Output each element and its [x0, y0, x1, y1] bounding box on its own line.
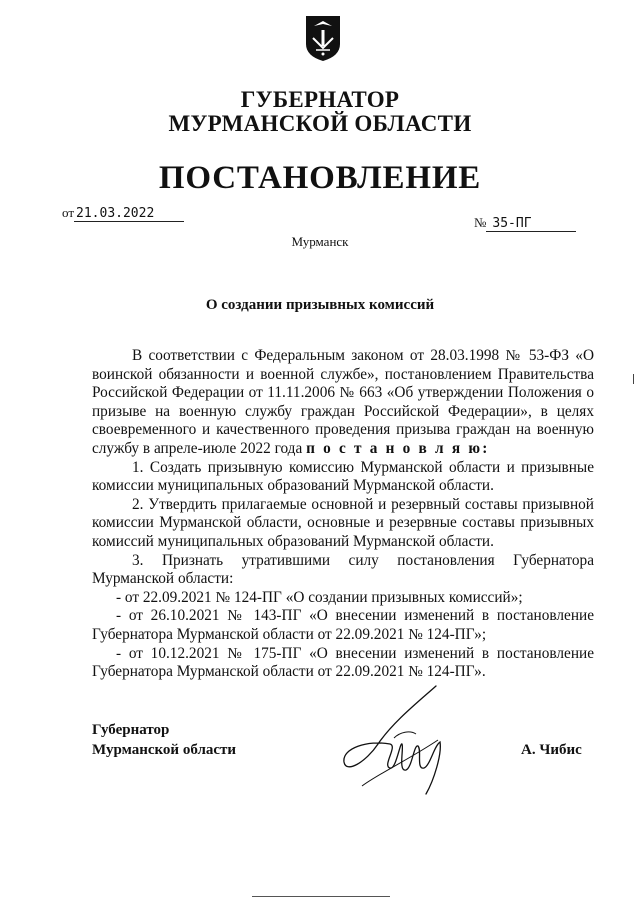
preamble-text: В соответствии с Федеральным законом от 28.03.1998 № 53-ФЗ «О воинской обязанности и военной службе», постановлением Правительства Российской Федерации от 11.11.2006 № 663 «Об утверждении Положения о призыве на военную службу граждан Российской Федерации», в целях своевременного и качественного проведения призыва граждан на военную службу в апреле-июле 2022 года: [92, 347, 594, 457]
document-subject: О создании призывных комиссий: [205, 297, 435, 313]
clause-3: 3. Признать утратившими силу постановления Губернатора Мурманской области:: [92, 551, 594, 588]
document-type-heading: ПОСТАНОВЛЕНИЕ: [158, 160, 482, 196]
margin-mark: [633, 374, 634, 384]
bottom-divider: [252, 896, 390, 897]
revoked-item: - от 22.09.2021 № 124-ПГ «О создании призывных комиссий»;: [116, 588, 523, 606]
document-number: [474, 215, 576, 232]
coat-of-arms-icon: [304, 14, 342, 62]
signatory-name: А. Чибис: [521, 742, 582, 758]
decree-word: п о с т а н о в л я ю:: [306, 439, 490, 457]
signatory-title-line1: Губернатор: [92, 722, 170, 738]
clause-1: 1. Создать призывную комиссию Мурманской области и призывные комиссии муниципальных образований Мурманской области.: [92, 458, 594, 495]
issuer-title-line2: МУРМАНСКОЙ ОБЛАСТИ: [168, 111, 472, 136]
signatory-title: [92, 720, 236, 760]
handwritten-signature-icon: [338, 682, 468, 800]
signatory-title-line2: Мурманской области: [92, 742, 237, 758]
document-city: Мурманск: [291, 234, 349, 249]
number-value: 35-ПГ: [486, 216, 576, 232]
clause-2: 2. Утвердить прилагаемые основной и резервный составы призывной комиссии Мурманской области, основные и резервные составы призывных комиссий муниципальных образований Мурманской области.: [92, 495, 594, 550]
preamble-paragraph: [92, 347, 594, 459]
document-body: [92, 347, 594, 682]
revoked-item: - от 10.12.2021 № 175-ПГ «О внесении изменений в постановление Губернатора Мурманской области от 22.09.2021 № 124-ПГ».: [92, 644, 594, 681]
date-prefix: от: [62, 205, 75, 220]
number-prefix: №: [474, 215, 487, 230]
issuer-title-line1: ГУБЕРНАТОР: [240, 87, 400, 112]
revoked-list: [92, 589, 594, 682]
document-date: [62, 205, 184, 222]
revoked-item: - от 26.10.2021 № 143-ПГ «О внесении изменений в постановление Губернатора Мурманской области от 22.09.2021 № 124-ПГ»;: [92, 607, 594, 643]
date-value: 21.03.2022: [74, 206, 184, 222]
